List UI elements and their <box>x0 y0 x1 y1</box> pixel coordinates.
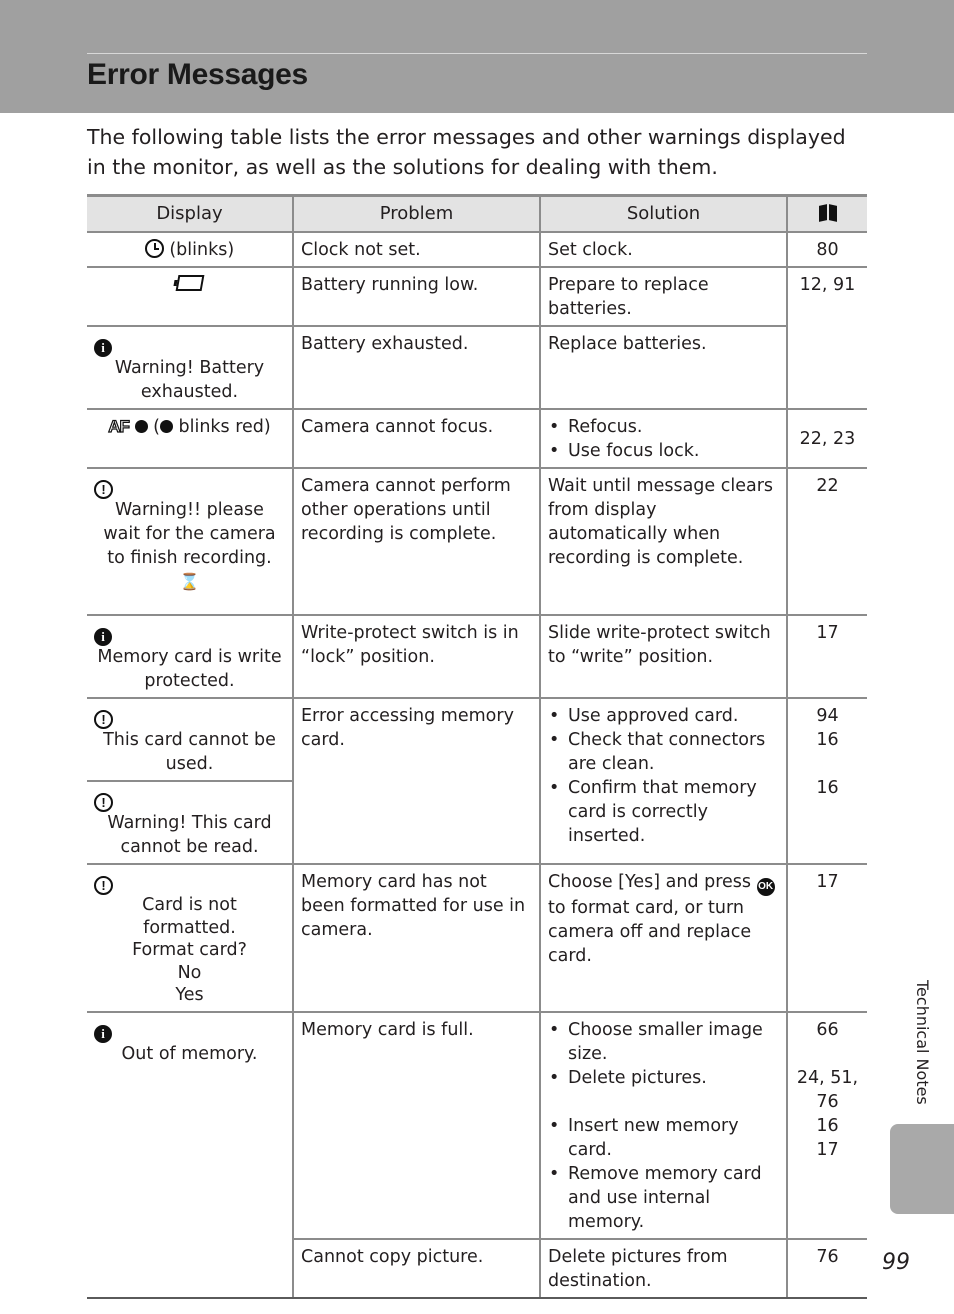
focus-indicator-icon <box>160 420 173 433</box>
table-row <box>87 409 867 468</box>
display-line: Card is not formatted. <box>142 895 237 938</box>
reference-value: 76 <box>816 1091 839 1112</box>
solution-item: • Insert new memory card. <box>548 1114 779 1162</box>
solution-cell: Delete pictures from destination. <box>540 1239 787 1298</box>
reference-cell <box>787 1012 867 1239</box>
problem-cell: Cannot copy picture. <box>293 1239 540 1298</box>
reference-cell <box>787 698 867 864</box>
reference-cell: 12, 91 <box>787 267 867 409</box>
solution-item: • Refocus. <box>548 415 779 439</box>
header-problem: Problem <box>293 196 540 233</box>
solution-item: • Choose smaller image size. <box>548 1018 779 1066</box>
problem-cell: Error accessing memory card. <box>293 698 540 864</box>
display-cell <box>87 615 293 698</box>
display-cell <box>87 326 293 409</box>
reference-cell: 22 <box>787 468 867 615</box>
clock-icon <box>145 239 164 258</box>
table-row <box>87 1012 867 1239</box>
info-icon: i <box>94 628 112 646</box>
display-text: ( <box>153 417 160 437</box>
table-header-row <box>87 196 867 233</box>
display-cell <box>87 267 293 326</box>
book-icon <box>819 205 837 221</box>
solution-text: to format card, or turn camera off and replace card. <box>548 898 752 966</box>
af-icon: AF <box>108 417 129 436</box>
display-cell <box>87 232 293 267</box>
table-row <box>87 698 867 781</box>
table-row <box>87 267 867 326</box>
info-icon: i <box>94 339 112 357</box>
solution-cell <box>540 698 787 864</box>
solution-cell: Wait until message clears from display automatically when recording is complete. <box>540 468 787 615</box>
warning-icon: ! <box>94 710 113 729</box>
display-text: Warning! This card cannot be read. <box>107 813 272 857</box>
display-line: Yes <box>175 985 204 1005</box>
problem-cell: Write-protect switch is in “lock” position. <box>293 615 540 698</box>
hourglass-icon: ⌛ <box>179 572 200 591</box>
reference-value: 17 <box>816 1139 839 1160</box>
info-icon: i <box>94 1025 112 1043</box>
reference-cell: 22, 23 <box>787 409 867 468</box>
reference-cell: 80 <box>787 232 867 267</box>
header-reference <box>787 196 867 233</box>
problem-cell: Battery exhausted. <box>293 326 540 409</box>
display-line: Format card? <box>132 940 247 960</box>
solution-item: • Use focus lock. <box>548 439 779 463</box>
reference-value: 94 <box>816 706 839 726</box>
display-cell <box>87 409 293 468</box>
table-row <box>87 326 867 409</box>
solution-item: • Remove memory card and use internal memory. <box>548 1162 779 1234</box>
section-tab <box>890 1124 954 1214</box>
header-display: Display <box>87 196 293 233</box>
display-text: Memory card is write protected. <box>97 647 282 691</box>
page-title: Error Messages <box>87 58 308 91</box>
page-number: 99 <box>882 1250 910 1275</box>
warning-icon: ! <box>94 793 113 812</box>
reference-cell: 76 <box>787 1239 867 1298</box>
warning-icon: ! <box>94 876 113 895</box>
header-solution: Solution <box>540 196 787 233</box>
display-cell <box>87 781 293 864</box>
table-row <box>87 232 867 267</box>
display-text: Warning! Battery exhausted. <box>114 358 265 402</box>
display-text: Warning!! please wait for the camera to finish recording. <box>103 500 276 568</box>
reference-cell: 17 <box>787 864 867 1012</box>
solution-text: Choose [Yes] and press <box>548 872 752 892</box>
section-side-label: Technical Notes <box>913 980 932 1105</box>
intro-paragraph: The following table lists the error messages and other warnings displayed in the monitor, as well as the solutions for dealing with them. <box>87 125 846 179</box>
reference-value: 16 <box>816 1115 839 1136</box>
header-rule <box>87 53 867 54</box>
solution-cell: Prepare to replace batteries. <box>540 267 787 326</box>
reference-value: 24, 51, <box>796 1067 859 1088</box>
solution-cell <box>540 409 787 468</box>
reference-value: 16 <box>816 778 839 798</box>
header-band <box>0 0 954 113</box>
display-line: No <box>177 962 202 983</box>
reference-value: 16 <box>816 730 839 750</box>
problem-cell: Camera cannot focus. <box>293 409 540 468</box>
solution-cell: Slide write-protect switch to “write” position. <box>540 615 787 698</box>
solution-item: • Delete pictures. <box>548 1066 779 1090</box>
display-cell <box>87 864 293 1012</box>
table-row <box>87 615 867 698</box>
ok-button-icon: OK <box>757 878 775 896</box>
solution-cell: Set clock. <box>540 232 787 267</box>
solution-cell <box>540 864 787 1012</box>
battery-icon <box>175 275 204 291</box>
table-row <box>87 468 867 615</box>
display-text: (blinks) <box>169 240 235 260</box>
display-text: Out of memory. <box>121 1043 258 1064</box>
table-row <box>87 864 867 1012</box>
display-text-tail: blinks red) <box>178 417 271 437</box>
problem-cell: Clock not set. <box>293 232 540 267</box>
solution-item: • Confirm that memory card is correctly inserted. <box>548 776 779 848</box>
problem-cell: Camera cannot perform other operations until recording is complete. <box>293 468 540 615</box>
display-cell <box>87 468 293 615</box>
display-cell <box>87 698 293 781</box>
focus-indicator-icon <box>135 420 148 433</box>
problem-cell: Memory card has not been formatted for use in camera. <box>293 864 540 1012</box>
error-messages-table <box>87 194 867 1299</box>
problem-cell: Memory card is full. <box>293 1012 540 1239</box>
display-text: This card cannot be used. <box>103 730 276 774</box>
solution-item: • Check that connectors are clean. <box>548 728 779 776</box>
reference-value: 66 <box>816 1019 839 1040</box>
warning-icon: ! <box>94 480 113 499</box>
display-cell <box>87 1012 293 1298</box>
solution-item: • Use approved card. <box>548 704 779 728</box>
solution-cell: Replace batteries. <box>540 326 787 409</box>
reference-cell: 17 <box>787 615 867 698</box>
problem-cell: Battery running low. <box>293 267 540 326</box>
solution-cell <box>540 1012 787 1239</box>
